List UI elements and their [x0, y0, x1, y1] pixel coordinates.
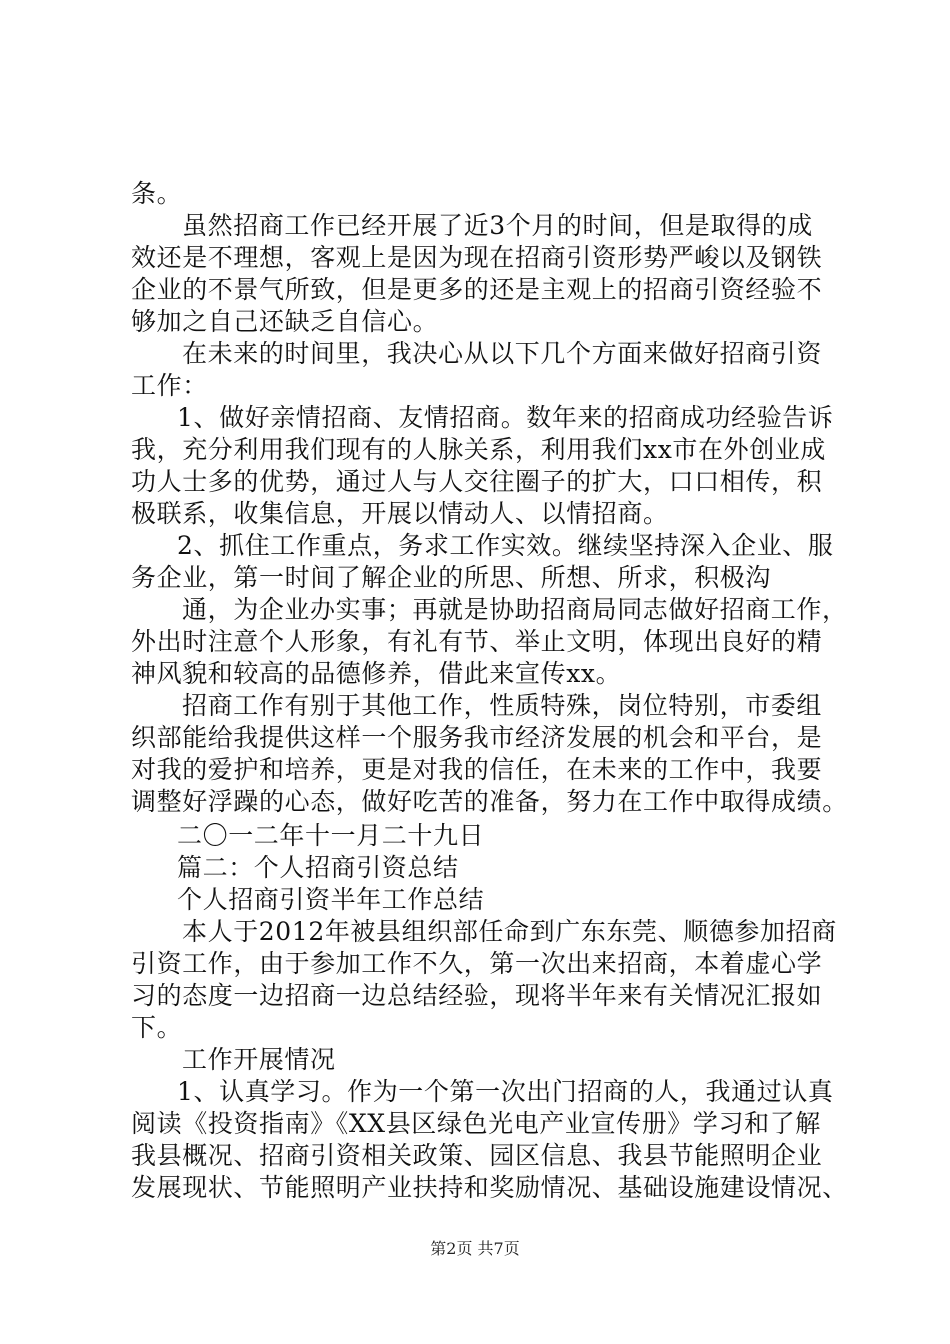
text-line: 效还是不理想，客观上是因为现在招商引资形势严峻以及钢铁	[131, 243, 823, 272]
text-line: 我，充分利用我们现有的人脉关系，利用我们xx市在外创业成	[131, 435, 827, 464]
text-line: 阅读《投资指南》《XX县区绿色光电产业宣传册》学习和了解	[131, 1109, 821, 1138]
text-line: 在未来的时间里，我决心从以下几个方面来做好招商引资	[182, 339, 823, 368]
text-line: 极联系，收集信息，开展以情动人、以情招商。	[131, 499, 669, 528]
section-heading: 篇二：个人招商引资总结	[177, 853, 459, 882]
text-line: 1、做好亲情招商、友情招商。数年来的招商成功经验告诉	[177, 403, 834, 432]
text-line: 对我的爱护和培养，更是对我的信任，在未来的工作中，我要	[131, 755, 823, 784]
subsection-heading: 工作开展情况	[182, 1045, 336, 1074]
text-line: 调整好浮躁的心态，做好吃苦的准备，努力在工作中取得成绩。	[131, 787, 848, 816]
text-line: 条。	[131, 179, 183, 208]
text-line: 够加之自己还缺乏自信心。	[131, 307, 439, 336]
text-line: 企业的不景气所致，但是更多的还是主观上的招商引资经验不	[131, 275, 823, 304]
text-line: 下。	[131, 1013, 183, 1042]
text-line: 我县概况、招商引资相关政策、园区信息、我县节能照明企业	[131, 1141, 823, 1170]
text-line: 1、认真学习。作为一个第一次出门招商的人，我通过认真	[177, 1077, 834, 1106]
document-title: 个人招商引资半年工作总结	[177, 885, 485, 914]
text-line: 务企业，第一时间了解企业的所思、所想、所求，积极沟	[131, 563, 772, 592]
text-line: 神风貌和较高的品德修养，借此来宣传xx。	[131, 659, 622, 688]
text-line: 外出时注意个人形象，有礼有节、举止文明，体现出良好的精	[131, 627, 823, 656]
text-line: 引资工作，由于参加工作不久，第一次出来招商，本着虚心学	[131, 949, 823, 978]
text-line: 2、抓住工作重点，务求工作实效。继续坚持深入企业、服	[177, 531, 834, 560]
text-line: 本人于2012年被县组织部任命到广东东莞、顺德参加招商	[182, 917, 837, 946]
text-line: 招商工作有别于其他工作，性质特殊，岗位特别，市委组	[182, 691, 823, 720]
date-line: 二〇一二年十一月二十九日	[177, 821, 485, 850]
text-line: 织部能给我提供这样一个服务我市经济发展的机会和平台，是	[131, 723, 823, 752]
text-line: 功人士多的优势，通过人与人交往圈子的扩大，口口相传，积	[131, 467, 823, 496]
text-line: 发展现状、节能照明产业扶持和奖励情况、基础设施建设情况、	[131, 1173, 848, 1202]
text-line: 工作：	[131, 371, 208, 400]
text-line: 习的态度一边招商一边总结经验，现将半年来有关情况汇报如	[131, 981, 823, 1010]
text-line: 虽然招商工作已经开展了近3个月的时间，但是取得的成	[182, 211, 813, 240]
page-footer: 第2页 共7页	[430, 1239, 520, 1258]
text-line: 通，为企业办实事；再就是协助招商局同志做好招商工作，	[182, 595, 848, 624]
